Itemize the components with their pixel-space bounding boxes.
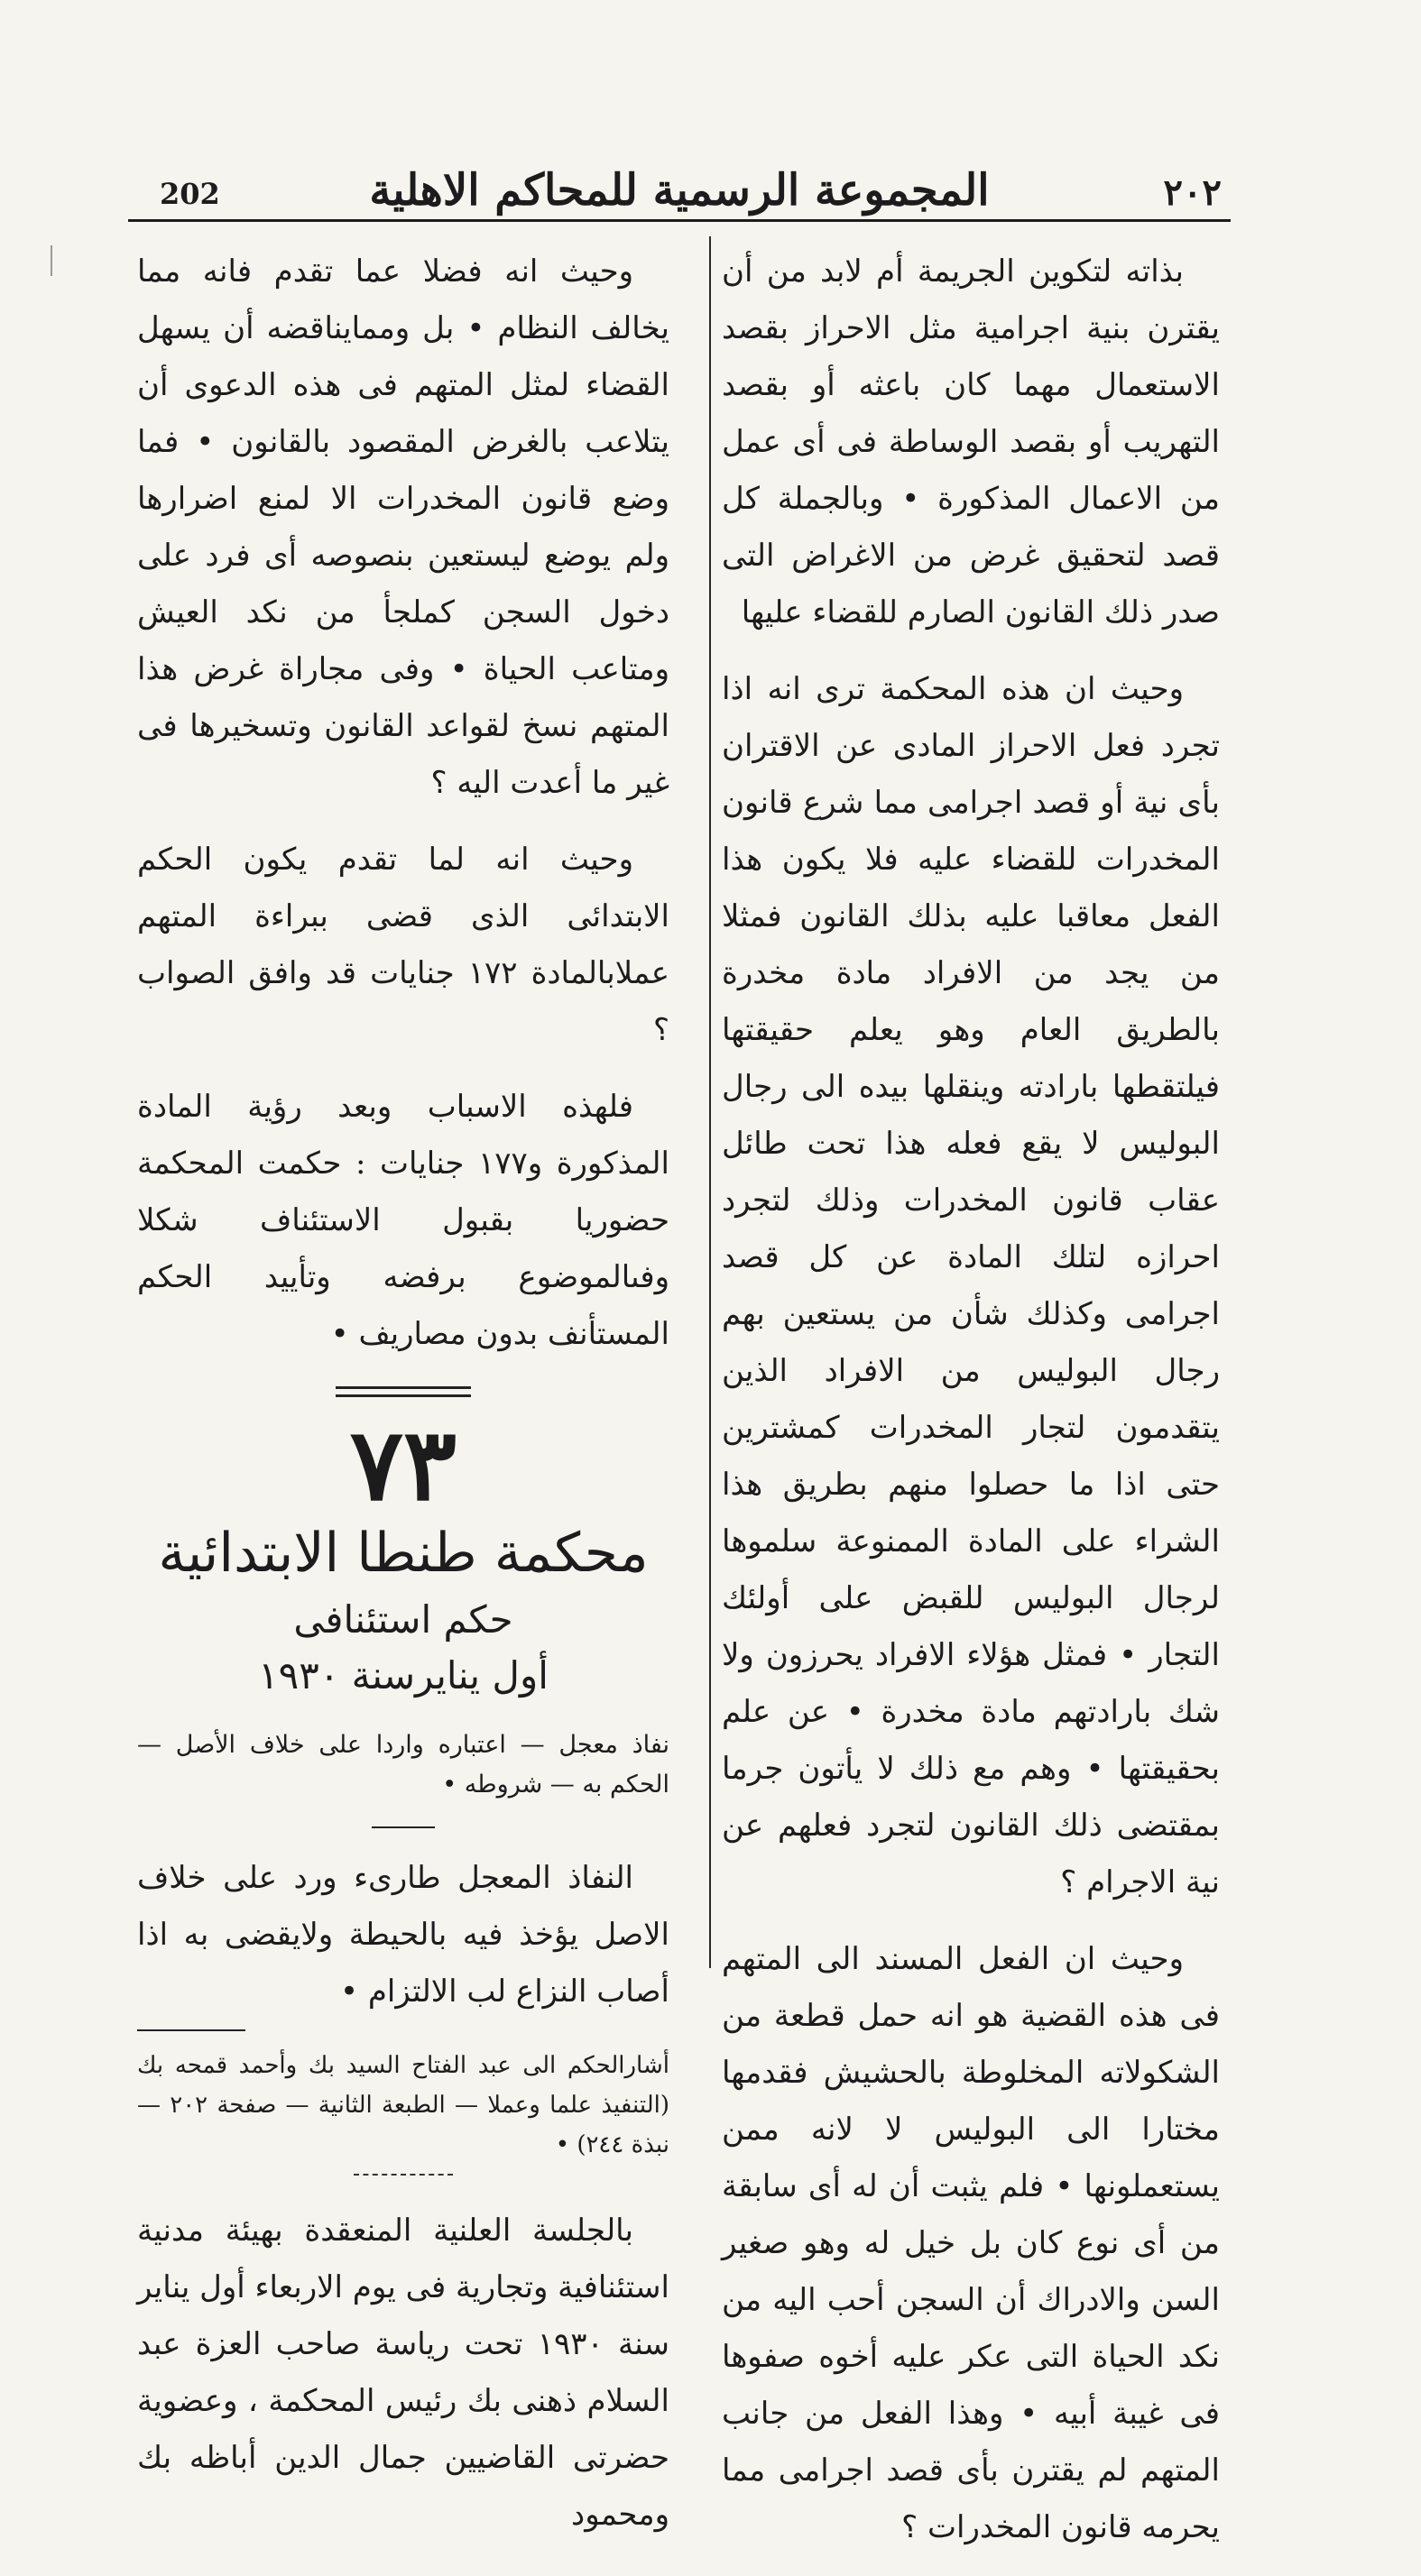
left-column (137, 244, 669, 2563)
paragraph: فلهذه الاسباب وبعد رؤية المادة المذكورة و١٧٧ جنايات : حكمت المحكمة حضوريا بقبول الاستئناف شكلا وفىالموضوع برفضه وتأييد الحكم المستأنف بدون مصاريف • (137, 1089, 669, 1352)
right-column (722, 244, 1220, 2576)
header-rule (128, 219, 1231, 222)
page-number-arabic: ٢٠٢ (1163, 171, 1222, 214)
paragraph: وحيث ان هذه المحكمة ترى انه اذا تجرد فعل الاحراز المادى عن الاقتران بأى نية أو قصد اجرامى مما شرع قانون المخدرات للقضاء عليه فلا يكون هذا الفعل معاقبا عليه بذلك القانون فمثلا من يجد من الافراد مادة مخدرة بالطريق العام وهو يعلم حقيقتها فيلتقطها بارادته وينقلها بيده الى رجال البوليس لا يقع فعله هذا تحت طائل عقاب قانون المخدرات وذلك لتجرد احرازه لتلك المادة عن كل قصد اجرامى وكذلك شأن من يستعين بهم رجال البوليس من الافراد الذين يتقدمون لتجار المخدرات كمشترين حتى اذا ما حصلوا منهم بطريق هذا الشراء على المادة الممنوعة سلموها لرجال البوليس للقبض على أولئك التجار • فمثل هؤلاء الافراد يحرزون ولا شك بارادتهم مادة مخدرة • عن علم بحقيقتها • وهم مع ذلك لا يأتون جرما بمقتضى ذلك القانون لتجرد فعلهم عن نية الاجرام ؟ (722, 671, 1220, 1900)
case-number: ٧٣ (349, 1406, 457, 1523)
running-title: المجموعة الرسمية للمحاكم الاهلية (369, 165, 990, 216)
short-rule (372, 1826, 435, 1828)
section-double-rule (336, 1386, 471, 1397)
dashed-rule (354, 2174, 453, 2176)
legal-principle: النفاذ المعجل طارىء ورد على خلاف الاصل يؤخذ فيه بالحيطة ولايقضى به اذا أصاب النزاع لب الالتزام • (137, 1860, 669, 2010)
footnote-rule (137, 2029, 245, 2031)
page-number-latin: 202 (160, 177, 220, 211)
column-divider (709, 236, 711, 1968)
paragraph: بذاته لتكوين الجريمة أم لابد من أن يقترن بنية اجرامية مثل الاحراز بقصد الاستعمال مهما كان باعثه أو بقصد التهريب أو بقصد الوساطة فى أى عمل من الاعمال المذكورة • وبالجملة كل قصد لتحقيق غرض من الاغراض التى صدر ذلك القانون الصارم للقضاء عليها (722, 253, 1220, 630)
judgment-date: أول ينايرسنة ١٩٣٠ (258, 1653, 549, 1697)
reference-note: أشارالحكم الى عبد الفتاح السيد بك وأحمد قمحه بك (التنفيذ علما وعملا — الطبعة الثانية — صفحة ٢٠٢ — نبذة ٢٤٤) • (137, 2052, 669, 2158)
session-paragraph: بالجلسة العلنية المنعقدة بهيئة مدنية استئنافية وتجارية فى يوم الاربعاء أول يناير سنة ١٩٣٠ تحت رياسة صاحب العزة عبد السلام ذهنى بك رئيس المحكمة ، وعضوية حضرتى القاضيين جمال الدين أباظه بك ومحمود (137, 2213, 669, 2533)
page-header (128, 161, 1231, 224)
court-name: محكمة طنطا الابتدائية (158, 1522, 649, 1585)
judgment-type: حكم استئنافى (293, 1597, 513, 1642)
margin-mark (51, 245, 52, 276)
paragraph: وحيث انه لما تقدم يكون الحكم الابتدائى الذى قضى ببراءة المتهم عملابالمادة ١٧٢ جنايات قد وافق الصواب ؟ (137, 842, 669, 1048)
case-keywords: نفاذ معجل — اعتباره واردا على خلاف الأصل — الحكم به — شروطه • (137, 1731, 669, 1799)
paragraph: وحيث ان الفعل المسند الى المتهم فى هذه القضية هو انه حمل قطعة من الشكولاته المخلوطة بالحشيش فقدمها مختارا الى البوليس لا لانه ممن يستعملونها • فلم يثبت أن له أى سابقة من أى نوع كان بل خيل له وهو صغير السن والادراك أن السجن أحب اليه من نكد الحياة التى عكر عليه أخوه صفوها فى غيبة أبيه • وهذا الفعل من جانب المتهم لم يقترن بأى قصد اجرامى مما يحرمه قانون المخدرات ؟ (722, 1941, 1220, 2545)
paragraph: وحيث انه فضلا عما تقدم فانه مما يخالف النظام • بل وممايناقضه أن يسهل القضاء لمثل المتهم فى هذه الدعوى أن يتلاعب بالغرض المقصود بالقانون • فما وضع قانون المخدرات الا لمنع اضرارها ولم يوضع ليستعين بنصوصه أى فرد على دخول السجن كملجأ من نكد العيش ومتاعب الحياة • وفى مجاراة غرض هذا المتهم نسخ لقواعد القانون وتسخيرها فى غير ما أعدت اليه ؟ (137, 253, 669, 801)
